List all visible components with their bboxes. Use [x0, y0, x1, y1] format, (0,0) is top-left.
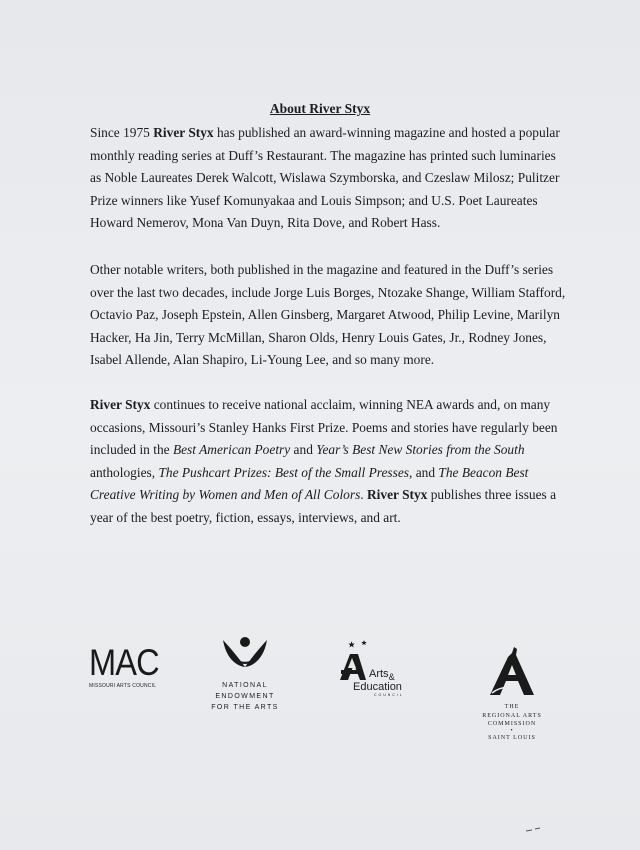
- paragraph-line: [90, 394, 560, 417]
- nea-logo: [200, 636, 290, 713]
- anthology-title: Best American Poetry: [172, 442, 291, 458]
- river-styx-name: River Styx: [153, 125, 214, 140]
- river-styx-name: River Styx: [90, 397, 151, 412]
- anthology-title: Creative Writing by Women and Men of All Colors: [90, 487, 361, 503]
- paragraph-history: [90, 122, 560, 235]
- paragraph-line: [90, 462, 560, 485]
- text-run: included in the: [90, 442, 173, 458]
- text-run: and: [290, 442, 317, 458]
- text-run: .: [360, 487, 367, 503]
- rac-line: REGIONAL ARTS: [482, 712, 542, 719]
- paragraph-line: monthly reading series at Duff’s Restaurant. The magazine has printed such luminaries: [90, 147, 556, 163]
- anthology-title: Year’s Best New Stories from the South: [316, 442, 525, 458]
- text-run: has published an award-winning magazine and hosted a popular: [213, 125, 560, 140]
- paragraph-line: occasions, Missouri’s Stanley Hanks First Prize. Poems and stories have regularly been: [90, 419, 558, 435]
- regional-arts-commission-logo: [470, 645, 554, 742]
- ae-council-label: COUNCIL: [374, 693, 404, 697]
- rac-logo-text: [470, 703, 554, 742]
- paragraph-line: [90, 439, 560, 462]
- paragraph-line: [90, 122, 560, 145]
- paragraph-line: over the last two decades, include Jorge Luis Borges, Ntozake Shange, William Stafford,: [90, 284, 566, 300]
- rac-line: SAINT LOUIS: [488, 734, 536, 741]
- paragraph-line: Isabel Allende, Alan Shapiro, Li-Young Lee, and so many more.: [90, 352, 435, 368]
- text-run: Since 1975: [90, 125, 154, 140]
- nea-line: ENDOWMENT: [215, 693, 275, 700]
- paragraph-acclaim: [90, 394, 560, 530]
- rac-line: THE: [504, 704, 520, 710]
- anthology-title: The Beacon Best: [438, 464, 529, 480]
- mac-logo-letters: MAC: [89, 642, 159, 683]
- arts-education-council-logo: [336, 640, 416, 697]
- nea-emblem-icon: [220, 636, 270, 672]
- paragraph-line: [90, 484, 560, 507]
- paragraph-line: as Noble Laureates Derek Walcott, Wislawa Szymborska, and Czeslaw Milosz; Pulitzer: [90, 170, 560, 186]
- page-title: About River Styx: [269, 101, 371, 116]
- rac-bullet: •: [510, 727, 514, 734]
- nea-line: NATIONAL: [222, 682, 268, 689]
- text-run: , and: [409, 464, 439, 480]
- river-styx-name: River Styx: [366, 487, 428, 503]
- rac-line: COMMISSION: [487, 721, 537, 727]
- paper-smudge: [524, 826, 544, 834]
- ae-education-label: Education: [353, 681, 402, 693]
- paragraph-line: Other notable writers, both published in the magazine and featured in the Duff’s series: [90, 262, 554, 277]
- missouri-arts-council-logo: [89, 642, 161, 689]
- paragraph-notable-writers: [90, 259, 566, 372]
- paragraph-line: Octavio Paz, Joseph Epstein, Allen Ginsberg, Margaret Atwood, Philip Levine, Marilyn: [90, 307, 560, 323]
- paragraph-line: Howard Nemerov, Mona Van Duyn, Rita Dove, and Robert Hass.: [90, 215, 441, 231]
- nea-line: FOR THE ARTS: [211, 704, 279, 711]
- nea-logo-text: [200, 680, 290, 713]
- paragraph-line: Prize winners like Yusef Komunyakaa and Louis Simpson; and U.S. Poet Laureates: [90, 192, 538, 208]
- paragraph-line: year of the best poetry, fiction, essays, interviews, and art.: [90, 509, 401, 525]
- paragraph-line: Hacker, Ha Jin, Terry McMillan, Sharon Olds, Henry Louis Gates, Jr., Rodney Jones,: [90, 329, 547, 345]
- mac-logo-subtitle: MISSOURI ARTS COUNCIL: [89, 683, 157, 689]
- ae-ampersand: &: [388, 672, 395, 683]
- rac-emblem-icon: [488, 645, 536, 697]
- arts-education-emblem-icon: [336, 640, 372, 684]
- text-run: continues to receive national acclaim, winning NEA awards and, on many: [150, 397, 551, 412]
- text-run: publishes three issues a: [427, 487, 557, 503]
- ae-arts-word: Arts: [369, 668, 389, 680]
- anthology-title: The Pushcart Prizes: Best of the Small Presses: [158, 464, 409, 480]
- text-run: anthologies,: [90, 464, 159, 480]
